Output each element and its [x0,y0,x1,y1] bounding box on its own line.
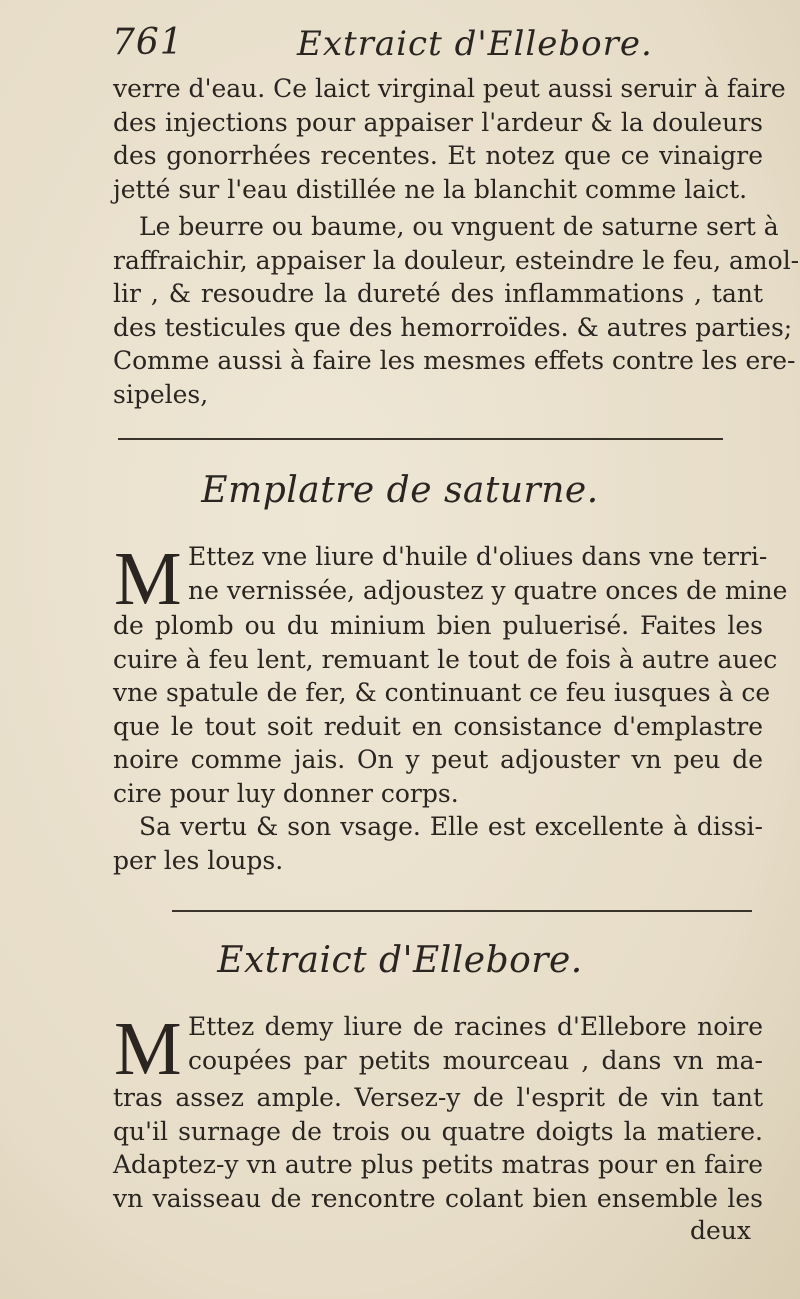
drop-cap: M [114,537,182,621]
text-line: que le tout soit reduit en consistance d'emplastre [113,711,763,741]
text-line: cuire à feu lent, remuant le tout de fois à autre auec [113,644,778,674]
emplatre-body [113,609,778,877]
section-divider [118,438,723,440]
text-line: Ettez vne liure d'huile d'oliues dans vne terri- [188,542,768,571]
text-line: sipeles, [113,379,209,409]
ellebore-body [113,1081,763,1215]
text-line: Adaptez-y vn autre plus petits matras pour en faire [113,1150,763,1179]
text-line: des injections pour appaiser l'ardeur & la douleurs [113,107,763,137]
text-line: lir , & resoudre la dureté des inflammations , tant [113,279,763,308]
text-line: des gonorrhées recentes. Et notez que ce vinaigre [113,141,763,170]
page-number: 761 [112,22,184,63]
text-line: de plomb ou du minium bien puluerisé. Faites les [113,611,763,640]
drop-cap: M [114,1007,182,1091]
drop-cap-lines [188,1010,763,1077]
text-line: per les loups. [113,845,284,875]
text-line: coupées par petits mourceau , dans vn ma- [188,1045,763,1075]
text-line: noire comme jais. On y peut adjouster vn peu de [113,745,763,774]
text-line: vne spatule de fer, & continuant ce feu iusques à ce [113,678,771,707]
text-line: tras assez ample. Versez-y de l'esprit de vin tant [113,1083,763,1112]
top-paragraph [113,72,786,206]
drop-cap-lines [188,540,788,607]
text-line: Le beurre ou baume, ou vnguent de saturne sert à [139,212,779,241]
section-title-ellebore: Extraict d'Ellebore. [217,940,583,981]
second-paragraph [113,210,800,411]
text-line: ne vernissée, adjoustez y quatre onces de mine [188,575,788,605]
text-line: Sa vertu & son vsage. Elle est excellente à dissi- [139,812,763,841]
text-line: des testicules que des hemorroïdes. & autres parties; [113,312,793,342]
text-line: Comme aussi à faire les mesmes effets contre les ere- [113,346,796,375]
section-title-emplatre: Emplatre de saturne. [201,470,599,511]
text-line: verre d'eau. Ce laict virginal peut aussi seruir à faire [113,74,786,103]
text-line: qu'il surnage de trois ou quatre doigts la matiere. [113,1116,763,1146]
catchword: deux [690,1216,751,1245]
text-line: jetté sur l'eau distillée ne la blanchit comme laict. [113,174,748,204]
text-line: vn vaisseau de rencontre colant bien ensemble les [113,1183,763,1213]
section-divider [172,910,752,912]
text-line: Ettez demy liure de racines d'Ellebore noire [188,1012,763,1041]
page-header [112,18,772,68]
text-line: cire pour luy donner corps. [113,778,459,808]
running-title: Extraict d'Ellebore. [297,24,653,64]
text-line: raffraichir, appaiser la douleur, esteindre le feu, amol- [113,245,800,275]
